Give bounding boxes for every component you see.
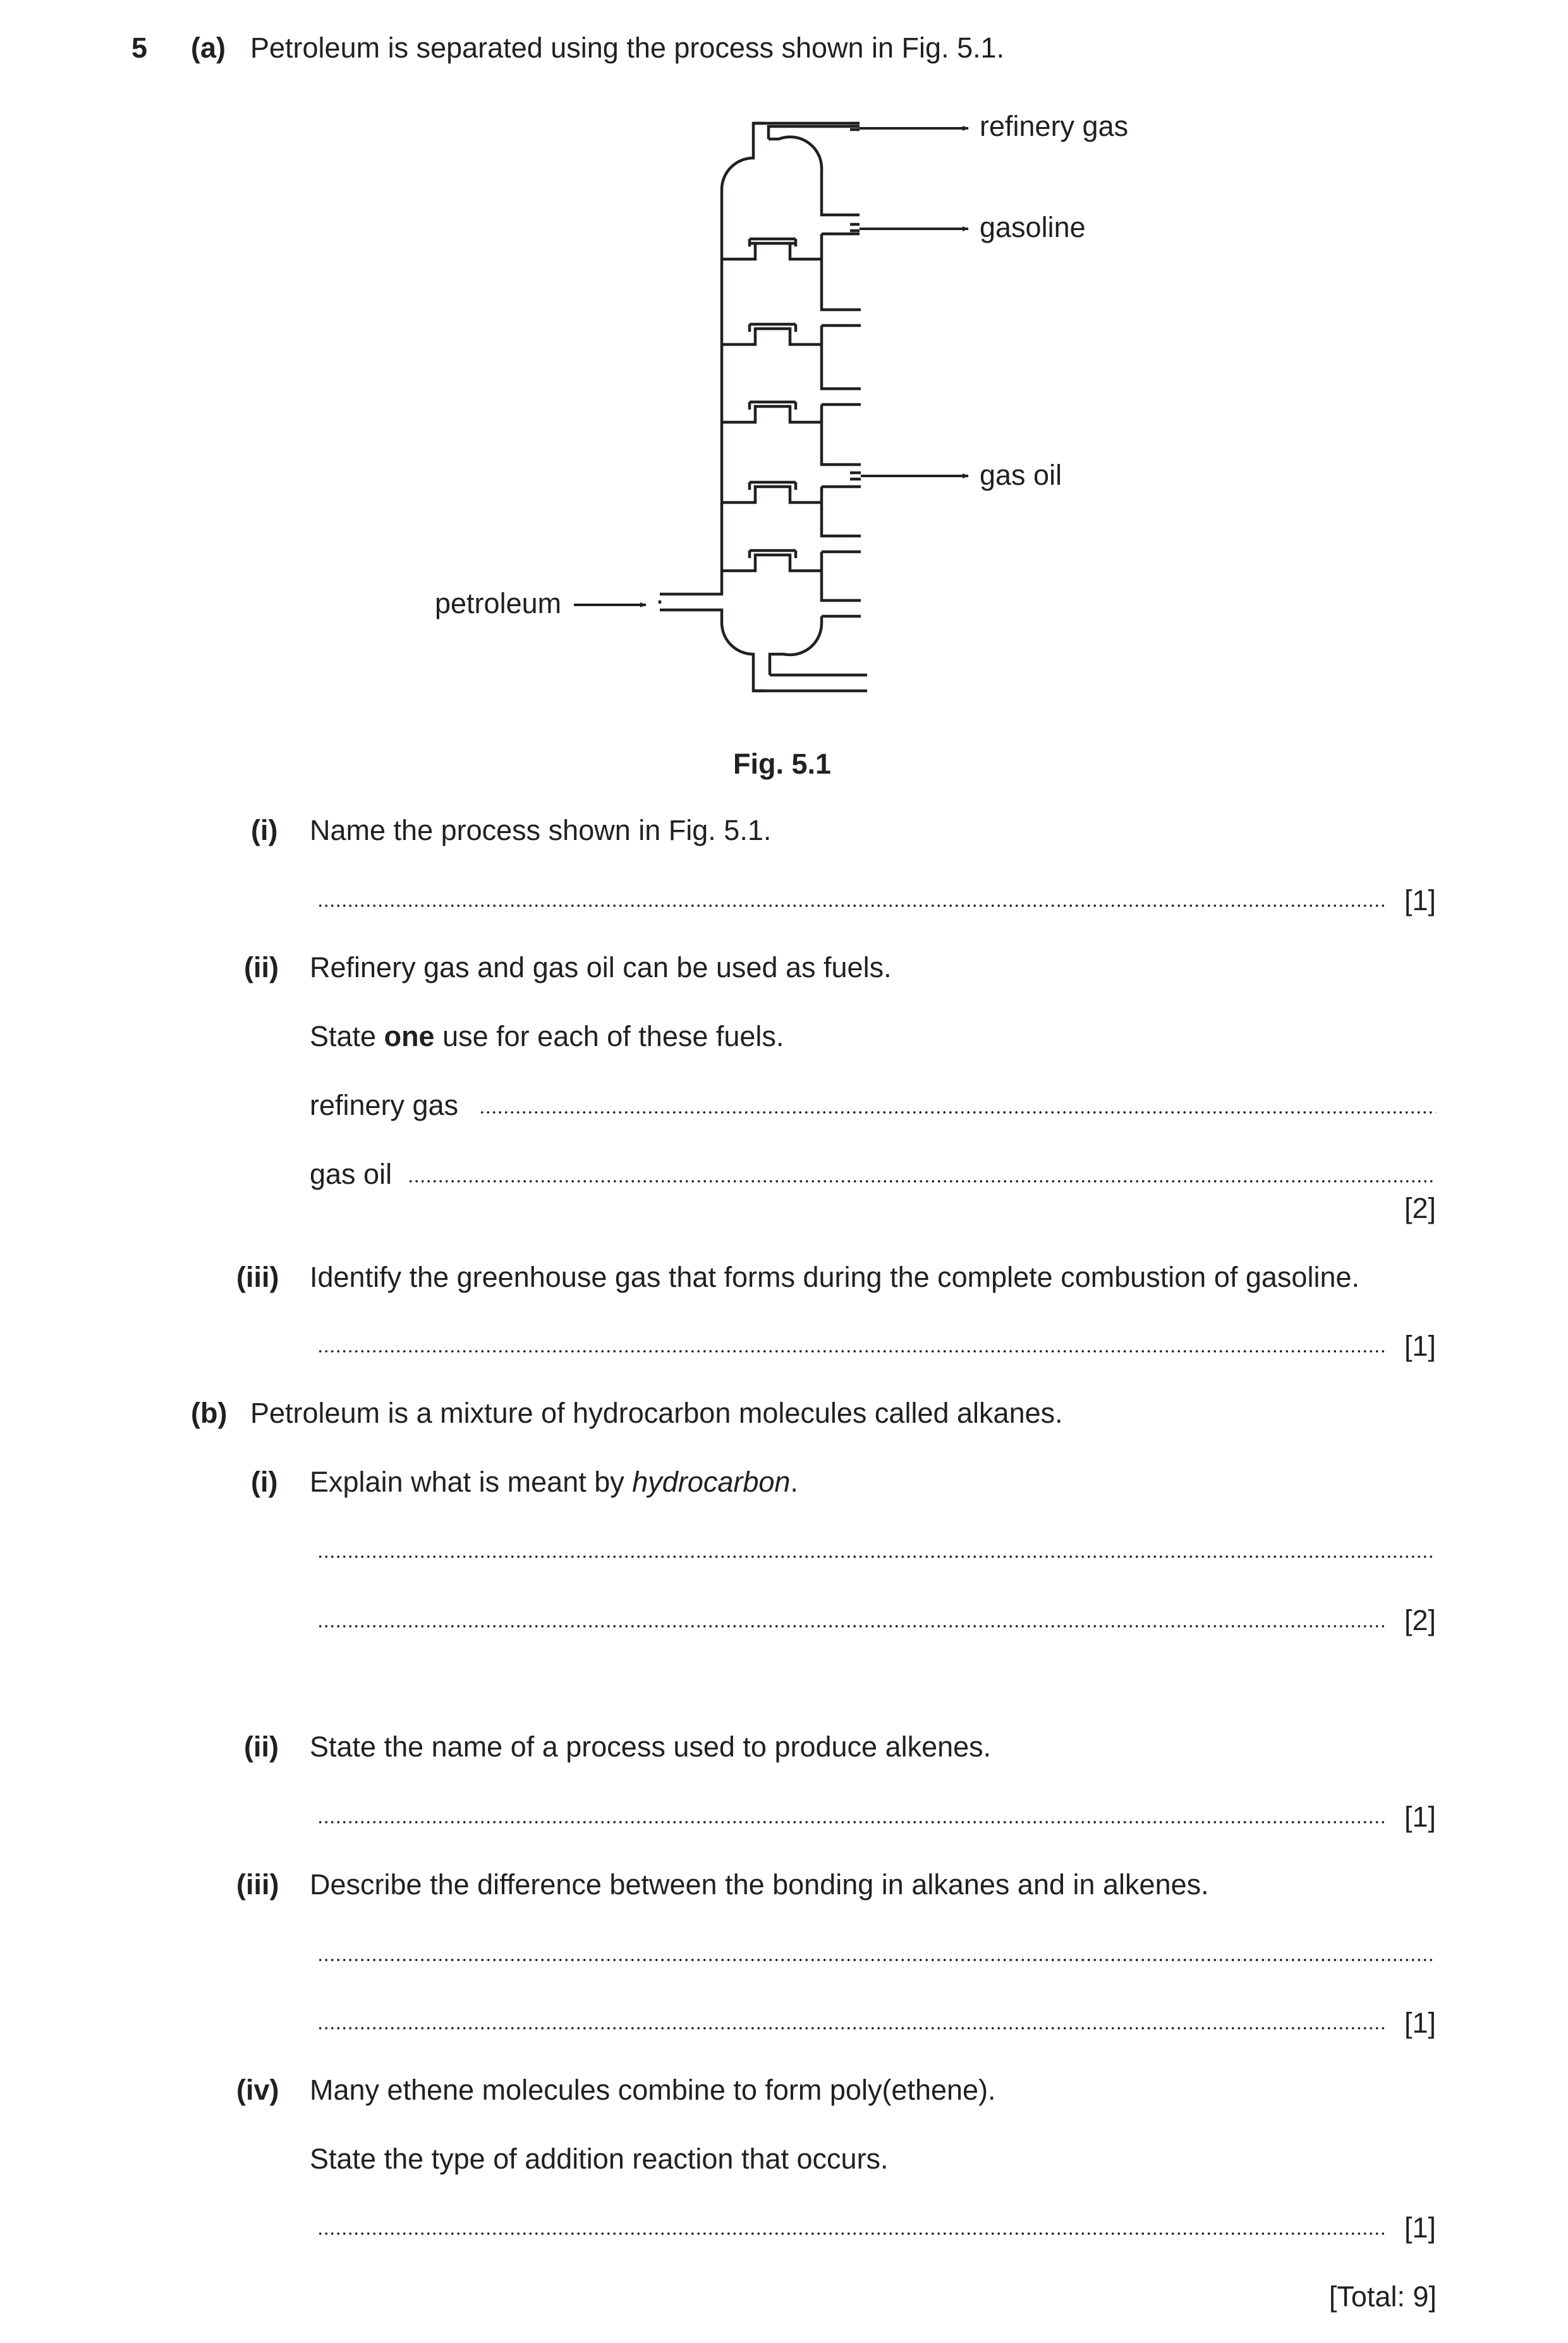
mark-b-ii: [1] <box>1404 1801 1437 1833</box>
part-b-iv-text: Many ethene molecules combine to form poly(ethene). <box>310 2074 996 2106</box>
part-a-iii-text: Identify the greenhouse gas that forms during the complete combustion of gasoline. <box>310 1261 1360 1293</box>
part-a-i-text: Name the process shown in Fig. 5.1. <box>310 814 772 846</box>
part-b-i-text: Explain what is meant by hydrocarbon. <box>310 1466 798 1498</box>
petroleum-label: petroleum <box>435 587 562 619</box>
mark-a-i: [1] <box>1404 884 1437 916</box>
answer-line-b-iv[interactable] <box>317 2232 1385 2236</box>
part-a-ii-label: (ii) <box>244 951 279 983</box>
answer-line-b-i-1[interactable] <box>317 1555 1436 1559</box>
mark-b-i: [2] <box>1404 1604 1437 1636</box>
part-b-label: (b) <box>191 1397 228 1429</box>
part-b-iii-label: (iii) <box>236 1868 279 1901</box>
mark-a-ii: [2] <box>1404 1192 1437 1224</box>
column-left-wall-lower <box>660 610 765 691</box>
question-number: 5 <box>131 32 148 64</box>
answer-line-a-i[interactable] <box>317 904 1385 908</box>
answer-line-b-i-2[interactable] <box>317 1624 1385 1628</box>
refinery-gas-label: refinery gas <box>980 110 1129 142</box>
part-b-i-label: (i) <box>251 1466 278 1498</box>
answer-line-a-iii[interactable] <box>317 1349 1385 1353</box>
mark-a-iii: [1] <box>1404 1330 1437 1362</box>
part-b-ii-label: (ii) <box>244 1731 279 1763</box>
column-top-right <box>769 137 822 209</box>
answer-line-b-iii-1[interactable] <box>317 1958 1436 1962</box>
part-a-iii-label: (iii) <box>236 1261 279 1293</box>
mark-b-iii: [1] <box>1404 2007 1437 2039</box>
tray-5 <box>722 555 822 571</box>
column-left-wall <box>660 123 765 594</box>
part-a-i-label: (i) <box>251 814 278 846</box>
part-b-ii-text: State the name of a process used to produce alkenes. <box>310 1731 992 1763</box>
answer-line-b-iii-2[interactable] <box>317 2026 1385 2030</box>
gasoline-label: gasoline <box>980 211 1086 243</box>
answer-line-b-ii[interactable] <box>317 1820 1385 1824</box>
part-a-ii-instruction: State one use for each of these fuels. <box>310 1020 784 1052</box>
tray-3 <box>722 406 822 422</box>
tray-1 <box>722 243 822 259</box>
tray-4 <box>722 487 822 502</box>
tray-2 <box>722 329 822 344</box>
column-bottom-right <box>770 616 822 675</box>
part-b-iv-text2: State the type of addition reaction that occurs. <box>310 2143 889 2175</box>
gas-oil-label: gas oil <box>980 459 1062 491</box>
part-b-intro: Petroleum is a mixture of hydrocarbon molecules called alkanes. <box>250 1397 1063 1429</box>
answer-line-refinery-gas[interactable] <box>479 1111 1436 1114</box>
gas-oil-field-label: gas oil <box>310 1158 392 1190</box>
total-marks: [Total: 9] <box>1328 2280 1437 2313</box>
part-b-iv-label: (iv) <box>236 2074 279 2106</box>
part-a-ii-text: Refinery gas and gas oil can be used as fuels. <box>310 951 892 983</box>
part-a-intro: Petroleum is separated using the process shown in Fig. 5.1. <box>250 32 1005 64</box>
answer-line-gas-oil[interactable] <box>408 1179 1436 1183</box>
fractionating-column-diagram <box>0 0 1568 727</box>
part-b-iii-text: Describe the difference between the bonding in alkanes and in alkenes. <box>310 1868 1209 1901</box>
mark-b-iv: [1] <box>1404 2212 1437 2244</box>
figure-caption: Fig. 5.1 <box>733 748 832 780</box>
refinery-gas-field-label: refinery gas <box>310 1089 459 1121</box>
part-a-label: (a) <box>191 32 226 64</box>
